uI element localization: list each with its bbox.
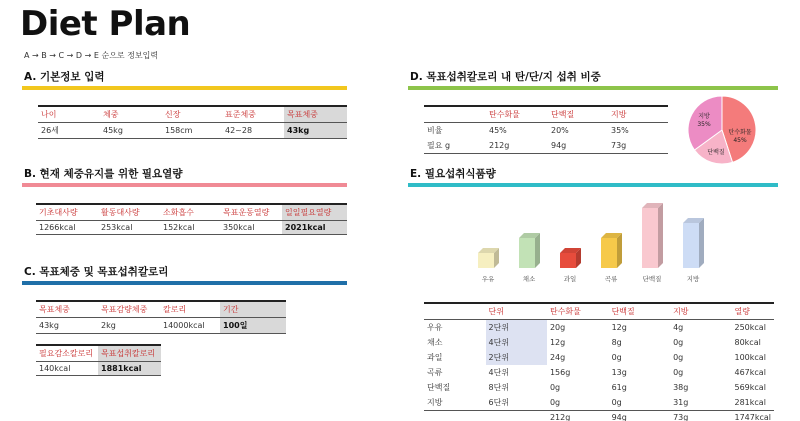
total-blank xyxy=(424,411,486,421)
food-name: 우유 xyxy=(427,323,443,332)
total-fat: 73g xyxy=(673,413,689,421)
value-digestion: 152kcal xyxy=(160,221,220,235)
bar-grain xyxy=(601,233,622,268)
food-unit: 4단위 xyxy=(488,368,510,377)
food-fat: 31g xyxy=(670,395,731,411)
food-unit: 8단위 xyxy=(488,383,510,392)
food-protein: 61g xyxy=(611,383,627,392)
basic-info-table xyxy=(38,105,347,139)
bar-label-protein: 단백질 xyxy=(642,275,662,283)
header-target-weight-c: 목표체중 xyxy=(36,301,98,318)
pie-pct-fat: 35% xyxy=(697,121,711,128)
section-d-bar xyxy=(408,86,778,90)
target-intake-table xyxy=(36,344,161,376)
header-carb: 탄수화물 xyxy=(486,106,548,123)
value-weight[interactable]: 45kg xyxy=(100,123,162,139)
food-name: 지방 xyxy=(424,395,486,411)
food-amount-table xyxy=(424,302,774,421)
value-activity: 253kcal xyxy=(98,221,160,235)
food-kcal: 80kcal xyxy=(734,338,761,347)
value-target-weight[interactable]: 43kg xyxy=(284,123,347,139)
header-unit: 단위 xyxy=(486,303,547,320)
total-kcal: 1747kcal xyxy=(734,413,771,421)
page-title: Diet Plan xyxy=(20,4,191,44)
food-name: 곡류 xyxy=(427,368,443,377)
bar-milk xyxy=(478,248,499,268)
bar-protein xyxy=(642,203,663,268)
food-protein: 8g xyxy=(611,338,622,347)
food-protein: 0g xyxy=(609,395,671,411)
food-fat: 0g xyxy=(673,353,684,362)
header-fat-e: 지방 xyxy=(670,303,731,320)
food-protein: 12g xyxy=(611,323,627,332)
food-kcal: 100kcal xyxy=(734,353,766,362)
total-blank xyxy=(486,411,547,421)
value-fat-g: 73g xyxy=(608,138,668,154)
food-row-vegetable xyxy=(424,335,774,350)
section-a-title: A. 기본정보 입력 xyxy=(24,71,105,83)
target-table xyxy=(36,300,286,334)
value-target-intake: 1881kcal xyxy=(98,362,161,376)
value-protein-g: 94g xyxy=(548,138,608,154)
header-fat: 지방 xyxy=(608,106,668,123)
value-daily-need: 2021kcal xyxy=(282,221,347,235)
food-kcal: 281kcal xyxy=(731,395,774,411)
value-calorie: 14000kcal xyxy=(160,318,220,334)
bar-fruit xyxy=(560,248,581,268)
value-height[interactable]: 158cm xyxy=(162,123,222,139)
food-unit: 6단위 xyxy=(486,395,547,411)
bar-label-vegetable: 채소 xyxy=(522,275,536,283)
row-label-ratio: 비율 xyxy=(427,126,443,135)
bar-label-fruit: 과일 xyxy=(563,275,577,283)
food-fat: 0g xyxy=(673,338,684,347)
header-kcal-e: 열량 xyxy=(731,303,774,320)
food-name: 단백질 xyxy=(427,383,451,392)
food-name: 과일 xyxy=(427,353,443,362)
value-period[interactable]: 100일 xyxy=(220,318,286,334)
value-carb-ratio[interactable]: 45% xyxy=(489,126,507,135)
header-target-weight: 목표체중 xyxy=(284,106,347,123)
bar-label-milk: 우유 xyxy=(481,275,495,283)
header-target-intake: 목표섭취칼로리 xyxy=(98,345,161,362)
food-row-milk xyxy=(424,320,774,336)
section-b-bar xyxy=(22,183,347,187)
section-a-bar xyxy=(22,86,347,90)
value-protein-ratio[interactable]: 20% xyxy=(551,126,569,135)
header-exercise: 목표운동열량 xyxy=(220,204,282,221)
food-protein: 0g xyxy=(611,353,622,362)
header-weight: 체중 xyxy=(100,106,162,123)
header-activity: 활동대사량 xyxy=(98,204,160,221)
energy-need-table xyxy=(36,203,347,235)
value-bmr: 1266kcal xyxy=(36,221,98,235)
header-carb-e: 탄수화물 xyxy=(547,303,609,320)
total-protein: 94g xyxy=(611,413,627,421)
bar-vegetable xyxy=(519,233,540,268)
header-blank-d xyxy=(424,106,486,123)
food-kcal: 250kcal xyxy=(734,323,766,332)
food-fat: 4g xyxy=(673,323,684,332)
food-carb: 20g xyxy=(549,323,566,332)
header-daily-need: 일일필요열량 xyxy=(282,204,347,221)
row-label-grams: 필요 g xyxy=(424,138,486,154)
pie-label-fat: 지방 xyxy=(698,113,710,120)
section-e-title: E. 필요섭취식품량 xyxy=(410,168,496,180)
food-total-row xyxy=(424,411,774,421)
value-carb-g: 212g xyxy=(486,138,548,154)
food-carb: 0g xyxy=(547,395,609,411)
header-height: 신장 xyxy=(162,106,222,123)
header-calorie: 칼로리 xyxy=(160,301,220,318)
section-b-title: B. 현재 체중유지를 위한 필요열량 xyxy=(24,168,183,180)
food-unit-input[interactable]: 2단위 xyxy=(486,320,547,336)
header-age: 나이 xyxy=(38,106,100,123)
header-protein: 단백질 xyxy=(548,106,608,123)
food-row-grain xyxy=(424,365,774,380)
food-kcal: 569kcal xyxy=(734,383,766,392)
value-standard-weight: 42~28 xyxy=(222,123,284,139)
food-carb: 12g xyxy=(549,338,566,347)
section-d-title: D. 목표섭취칼로리 내 탄/단/지 섭취 비중 xyxy=(410,71,601,83)
value-loss-weight: 2kg xyxy=(98,318,160,334)
food-unit-input[interactable]: 4단위 xyxy=(486,335,547,350)
header-reduce-kcal: 필요감소칼로리 xyxy=(36,345,98,362)
macro-ratio-table xyxy=(424,105,668,154)
total-carb: 212g xyxy=(549,413,571,421)
food-carb: 156g xyxy=(549,368,571,377)
pie-label-carb: 탄수화물 xyxy=(728,129,752,136)
value-reduce-kcal: 140kcal xyxy=(36,362,98,376)
food-row-fat xyxy=(424,395,774,411)
header-loss-weight: 목표감량체중 xyxy=(98,301,160,318)
value-age[interactable]: 26세 xyxy=(38,123,100,139)
food-fat: 38g xyxy=(673,383,689,392)
value-fat-ratio[interactable]: 35% xyxy=(611,126,629,135)
food-row-fruit xyxy=(424,350,774,365)
value-exercise[interactable]: 350kcal xyxy=(220,221,282,235)
macro-pie-chart xyxy=(684,92,760,168)
section-c-title: C. 목표체중 및 목표섭취칼로리 xyxy=(24,266,169,278)
food-carb: 24g xyxy=(549,353,566,362)
input-order-note: A → B → C → D → E 순으로 정보입력 xyxy=(24,51,159,60)
section-c-bar xyxy=(22,281,347,285)
food-carb: 0g xyxy=(549,383,561,392)
pie-label-protein: 단백질 xyxy=(707,149,725,156)
bar-fat xyxy=(683,218,704,268)
section-e-bar xyxy=(408,183,778,187)
food-kcal: 467kcal xyxy=(734,368,766,377)
bar-label-grain: 곡류 xyxy=(604,275,618,283)
header-standard-weight: 표준체중 xyxy=(222,106,284,123)
header-food xyxy=(424,303,486,320)
value-target-weight-c: 43kg xyxy=(36,318,98,334)
food-row-protein xyxy=(424,380,774,395)
header-protein-e: 단백질 xyxy=(609,303,671,320)
header-digestion: 소화흡수 xyxy=(160,204,220,221)
food-name: 채소 xyxy=(427,338,443,347)
header-period: 기간 xyxy=(220,301,286,318)
header-bmr: 기초대사량 xyxy=(36,204,98,221)
food-unit-bar-chart xyxy=(466,198,726,290)
food-protein: 13g xyxy=(611,368,627,377)
pie-pct-carb: 45% xyxy=(733,137,747,144)
food-fat: 0g xyxy=(673,368,684,377)
food-unit-input[interactable]: 2단위 xyxy=(486,350,547,365)
bar-label-fat: 지방 xyxy=(686,275,700,283)
